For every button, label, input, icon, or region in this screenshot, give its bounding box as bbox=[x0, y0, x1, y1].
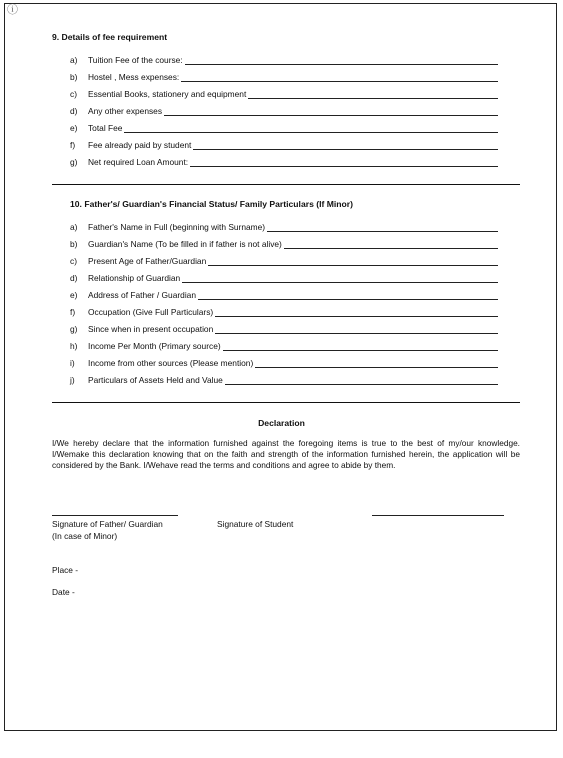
form-row bbox=[70, 254, 498, 266]
item-letter: g) bbox=[70, 324, 78, 334]
form-row bbox=[70, 87, 498, 99]
entry-field[interactable] bbox=[164, 105, 498, 116]
item-letter: j) bbox=[70, 375, 75, 385]
entry-field[interactable] bbox=[215, 306, 498, 317]
form-row bbox=[70, 104, 498, 116]
item-letter: b) bbox=[70, 72, 78, 82]
entry-field[interactable] bbox=[124, 122, 498, 133]
item-letter: c) bbox=[70, 89, 77, 99]
section-divider bbox=[52, 402, 520, 403]
entry-field[interactable] bbox=[190, 156, 498, 167]
form-row bbox=[70, 288, 498, 300]
item-letter: a) bbox=[70, 222, 78, 232]
section-9-title: 9. Details of fee requirement bbox=[52, 32, 168, 42]
form-row bbox=[70, 322, 498, 334]
form-row bbox=[70, 220, 498, 232]
item-label: Address of Father / Guardian bbox=[88, 290, 196, 300]
student-signature-label: Signature of Student bbox=[217, 519, 294, 529]
item-letter: a) bbox=[70, 55, 78, 65]
item-letter: d) bbox=[70, 273, 78, 283]
item-label: Present Age of Father/Guardian bbox=[88, 256, 207, 266]
item-label: Total Fee bbox=[88, 123, 123, 133]
form-row bbox=[70, 70, 498, 82]
item-label: Income from other sources (Please mention) bbox=[88, 358, 254, 368]
form-row bbox=[70, 356, 498, 368]
item-letter: c) bbox=[70, 256, 77, 266]
entry-field[interactable] bbox=[255, 357, 498, 368]
item-label: Father's Name in Full (beginning with Surname) bbox=[88, 222, 266, 232]
item-letter: b) bbox=[70, 239, 78, 249]
item-letter: f) bbox=[70, 307, 76, 317]
entry-field[interactable] bbox=[182, 272, 498, 283]
form-row bbox=[70, 138, 498, 150]
item-label: Particulars of Assets Held and Value bbox=[88, 375, 223, 385]
item-letter: e) bbox=[70, 290, 78, 300]
entry-field[interactable] bbox=[208, 255, 498, 266]
item-letter: d) bbox=[70, 106, 78, 116]
item-label: Any other expenses bbox=[88, 106, 163, 116]
date-label: Date - bbox=[52, 587, 75, 597]
item-letter: g) bbox=[70, 157, 78, 167]
item-label: Net required Loan Amount: bbox=[88, 157, 189, 167]
corner-mark: ⓘ bbox=[7, 3, 18, 16]
entry-field[interactable] bbox=[284, 238, 498, 249]
item-letter: f) bbox=[70, 140, 76, 150]
entry-field[interactable] bbox=[215, 323, 498, 334]
declaration-title: Declaration bbox=[258, 418, 305, 428]
student-signature-line[interactable] bbox=[372, 515, 504, 516]
item-label: Income Per Month (Primary source) bbox=[88, 341, 221, 351]
item-label: Relationship of Guardian bbox=[88, 273, 181, 283]
form-row bbox=[70, 373, 498, 385]
form-row bbox=[70, 53, 498, 65]
guardian-signature-line[interactable] bbox=[52, 515, 178, 516]
entry-field[interactable] bbox=[248, 88, 498, 99]
item-letter: i) bbox=[70, 358, 75, 368]
item-label: Hostel , Mess expenses: bbox=[88, 72, 180, 82]
item-label: Essential Books, stationery and equipment bbox=[88, 89, 247, 99]
item-label: Guardian's Name (To be filled in if father is not alive) bbox=[88, 239, 282, 249]
section-divider bbox=[52, 184, 520, 185]
item-label: Occupation (Give Full Particulars) bbox=[88, 307, 214, 317]
item-label: Fee already paid by student bbox=[88, 140, 192, 150]
form-row bbox=[70, 121, 498, 133]
form-row bbox=[70, 155, 498, 167]
entry-field[interactable] bbox=[223, 340, 498, 351]
item-label: Tuition Fee of the course: bbox=[88, 55, 183, 65]
guardian-signature-label: Signature of Father/ Guardian bbox=[52, 519, 163, 529]
entry-field[interactable] bbox=[181, 71, 498, 82]
form-row bbox=[70, 339, 498, 351]
item-letter: e) bbox=[70, 123, 78, 133]
section-10-title: 10. Father's/ Guardian's Financial Status/ Family Particulars (If Minor) bbox=[70, 199, 353, 209]
form-row bbox=[70, 237, 498, 249]
item-letter: h) bbox=[70, 341, 78, 351]
form-row bbox=[70, 271, 498, 283]
item-label: Since when in present occupation bbox=[88, 324, 214, 334]
entry-field[interactable] bbox=[193, 139, 498, 150]
entry-field[interactable] bbox=[225, 374, 498, 385]
form-row bbox=[70, 305, 498, 317]
entry-field[interactable] bbox=[267, 221, 498, 232]
guardian-signature-note: (In case of Minor) bbox=[52, 531, 118, 541]
declaration-text: I/We hereby declare that the information furnished against the foregoing items is true to the best of my/our knowledge. I/Wemake this declaration knowing that on the faith and strength of the information furnished herein, the application will be considered by the Bank. I/Wehave read the terms and conditions and agree to abide by them. bbox=[52, 438, 520, 470]
entry-field[interactable] bbox=[185, 54, 498, 65]
place-label: Place - bbox=[52, 565, 79, 575]
entry-field[interactable] bbox=[198, 289, 498, 300]
